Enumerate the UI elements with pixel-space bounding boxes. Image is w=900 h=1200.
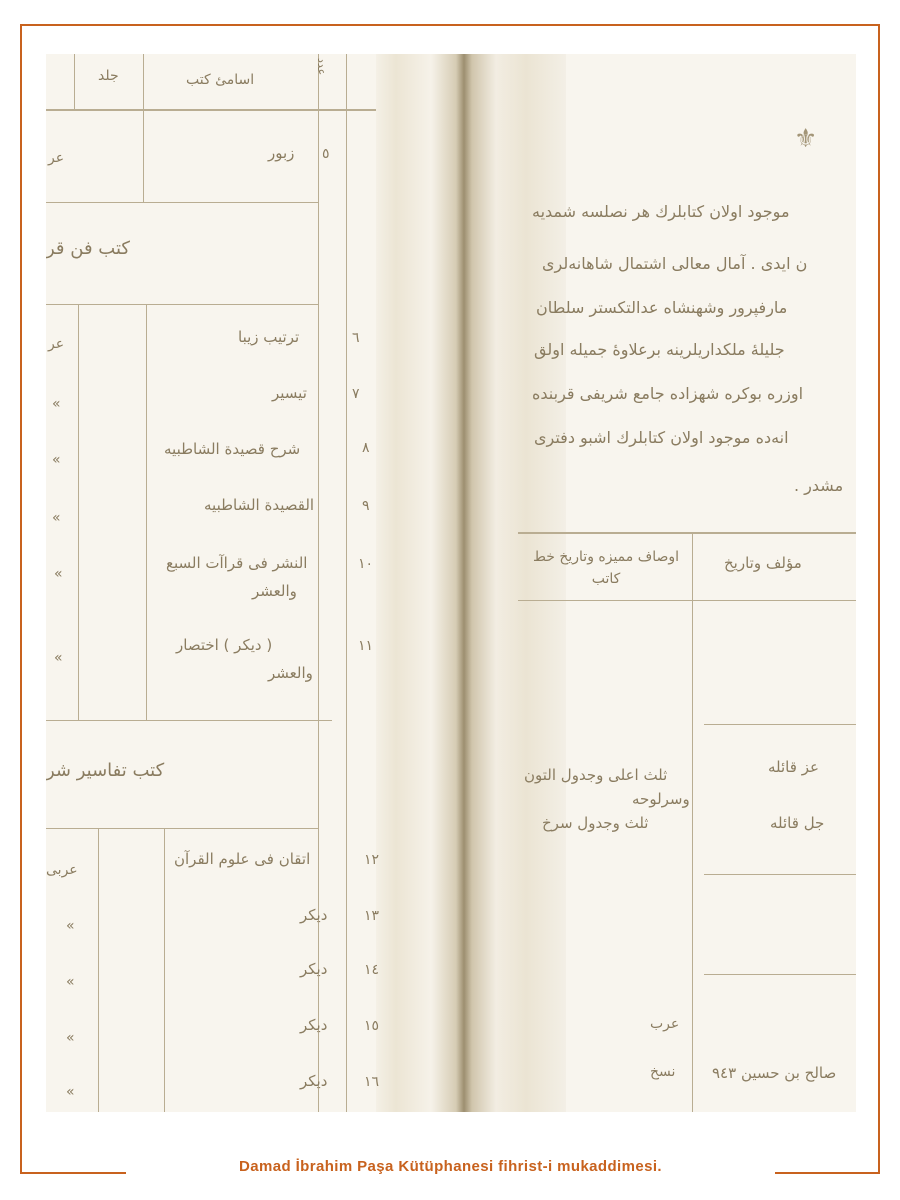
section-rule [46, 828, 318, 829]
row-title: دیکر [300, 906, 328, 924]
header-description: اوصاف ممیزه وتاریخ خط کاتب [532, 549, 680, 587]
section-rule [46, 720, 332, 721]
row-title: ( دیکر ) اختصار [176, 636, 273, 654]
row-number: ١٢ [364, 852, 380, 868]
left-col-rule [98, 828, 99, 1112]
frame-right-border [878, 24, 880, 1174]
author-line: جل قائله [770, 814, 825, 832]
row-title: دیکر [300, 960, 328, 978]
section-heading: كتب فن قر [46, 238, 130, 259]
row-language: » [66, 1084, 75, 1100]
row-language: » [52, 396, 61, 412]
row-language: » [66, 974, 75, 990]
right-row-rule [704, 874, 856, 875]
author-line: عز قائله [768, 758, 819, 776]
frame-top-border [20, 24, 880, 26]
left-col-rule [78, 304, 79, 720]
row-number: ١٦ [364, 1074, 380, 1090]
description-line: ثلث وجدول سرخ [542, 814, 649, 832]
row-language: » [54, 650, 63, 666]
right-col-rule [692, 532, 693, 1112]
intro-line: مارفپرور وشهنشاه عدالتکستر سلطان [536, 298, 788, 317]
row-number: ١٤ [364, 962, 380, 978]
description-line: ثلث اعلی وجدول التون [524, 766, 668, 784]
right-row-rule [704, 974, 856, 975]
description-line: وسرلوحه [632, 790, 690, 808]
row-number: ٨ [362, 440, 370, 456]
intro-line: ن ایدی . آمال معالی اشتمال شاهانه‌لری [542, 254, 808, 273]
row-number: ٩ [362, 498, 370, 514]
section-rule [46, 304, 318, 305]
header-volumes: جلد [98, 68, 119, 84]
row-number: ١٠ [358, 556, 374, 572]
author-entry: صالح بن حسین ٩٤٣ [712, 1064, 837, 1082]
header-book-names: اسامئ كتب [186, 72, 255, 88]
manuscript-scan [46, 54, 856, 1112]
intro-line: اوزره بوکره شهزاده جامع شریفی قربنده [532, 384, 804, 403]
row-language: » [54, 566, 63, 582]
row-number: ١١ [358, 638, 374, 654]
row-number: ٦ [352, 330, 360, 346]
row-language: » [66, 1030, 75, 1046]
section-heading: كتب تفاسير شر [46, 760, 165, 781]
row-title-continuation: والعشر [268, 664, 313, 682]
intro-line: موجود اولان کتابلرك هر نصلسه شمدیه [532, 202, 790, 221]
left-header-rule [46, 109, 376, 111]
left-col-rule [74, 54, 75, 111]
row-number: ٥ [322, 146, 330, 162]
row-language: عربی [46, 862, 78, 878]
frame-bottom-left-border [20, 1172, 126, 1174]
row-title: دیکر [300, 1016, 328, 1034]
row-title: تيسير [272, 384, 307, 402]
left-col-rule [346, 54, 347, 1112]
row-title-continuation: والعشر [252, 582, 297, 600]
intro-line: مشدر . [794, 476, 844, 495]
script-type: نسخ [650, 1064, 676, 1080]
left-col-rule [164, 828, 165, 1112]
row-language: عر [48, 150, 65, 166]
row-number: ١٥ [364, 1018, 380, 1034]
row-number: ١٣ [364, 908, 380, 924]
right-row-rule [704, 724, 856, 725]
left-col-rule [318, 54, 319, 1112]
header-author: مؤلف وتاریخ [724, 554, 802, 572]
script-type: عرب [650, 1016, 680, 1032]
intro-line: جلیلهٔ ملکداریلرینه برعلاوهٔ جمیله اولق [534, 340, 785, 359]
right-header-rule [518, 600, 856, 601]
frame-left-border [20, 24, 22, 1174]
row-title: اتقان فی علوم القرآن [174, 850, 311, 868]
frame-bottom-right-border [775, 1172, 880, 1174]
row-language: » [66, 918, 75, 934]
left-col-rule [146, 304, 147, 720]
row-title: القصيدة الشاطبيه [204, 496, 315, 514]
row-title: ترتيب زيبا [238, 328, 300, 346]
ornament-flourish-icon: ⚜ [794, 124, 818, 154]
row-title: دیکر [300, 1072, 328, 1090]
row-number: ٧ [352, 386, 360, 402]
row-title: شرح قصيدة الشاطبيه [164, 440, 301, 458]
row-title: زبور [268, 144, 295, 162]
row-title: النشر فی قراآت السبع [166, 554, 308, 572]
section-rule [46, 202, 318, 203]
row-language: » [52, 510, 61, 526]
left-col-rule [143, 54, 144, 202]
right-table-top-rule [518, 532, 856, 534]
figure-caption: Damad İbrahim Paşa Kütüphanesi fihrist-i mukaddimesi. [239, 1158, 662, 1175]
row-language: » [52, 452, 61, 468]
intro-line: انه‌ده موجود اولان کتابلرك اشبو دفتری [534, 428, 789, 447]
row-language: عر [48, 336, 65, 352]
header-sequence: عدد [315, 58, 328, 76]
